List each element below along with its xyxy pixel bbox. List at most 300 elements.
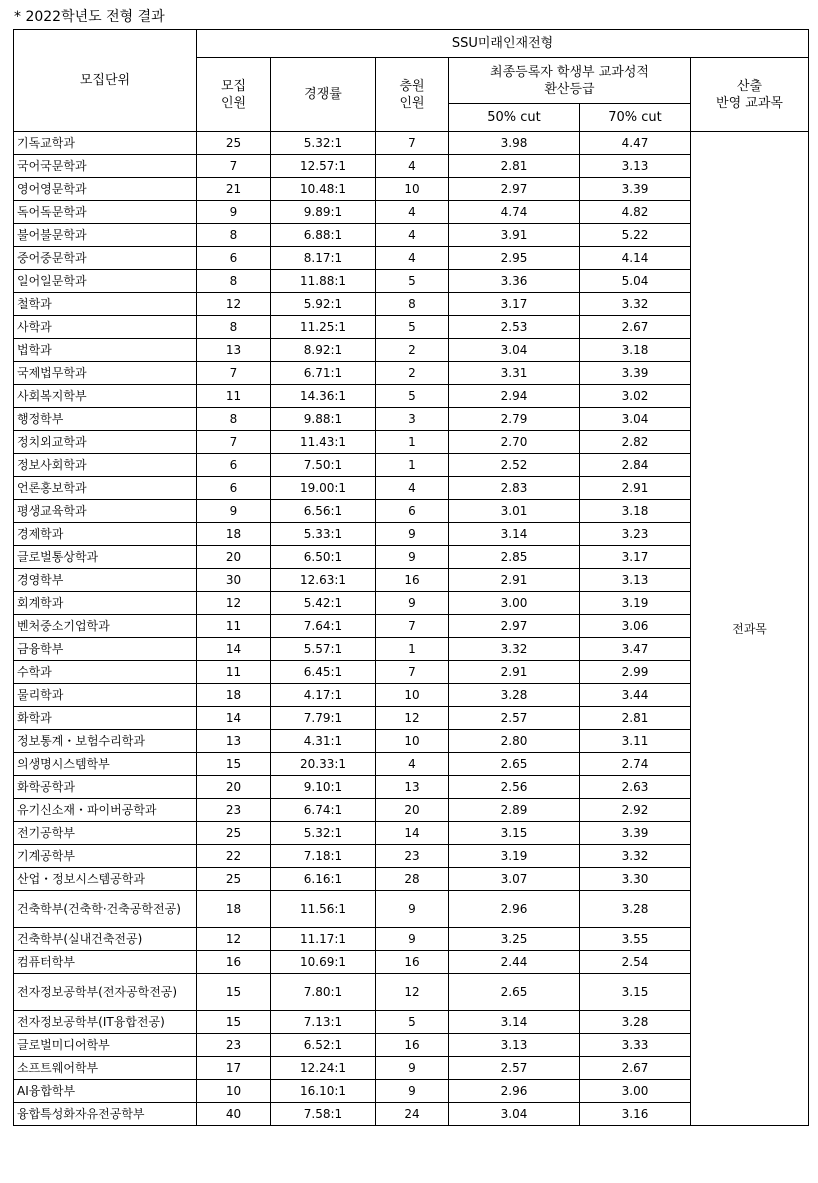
- cut50-cell: 3.31: [449, 362, 580, 385]
- table-row: [14, 1057, 809, 1080]
- quota-cell: 12: [197, 293, 271, 316]
- ratio-cell: 8.92:1: [271, 339, 376, 362]
- cut50-cell: 3.15: [449, 822, 580, 845]
- cut70-cell: 3.23: [580, 523, 691, 546]
- ratio-cell: 19.00:1: [271, 477, 376, 500]
- cut70-cell: 3.11: [580, 730, 691, 753]
- ratio-cell: 11.17:1: [271, 928, 376, 951]
- subjects-cell: 전과목: [691, 132, 809, 1126]
- quota-cell: 23: [197, 799, 271, 822]
- cut70-cell: 2.74: [580, 753, 691, 776]
- quota-cell: 22: [197, 845, 271, 868]
- table-row: [14, 316, 809, 339]
- ratio-cell: 12.57:1: [271, 155, 376, 178]
- quota-cell: 9: [197, 201, 271, 224]
- table-row: [14, 385, 809, 408]
- cut70-cell: 3.16: [580, 1103, 691, 1126]
- cut50-cell: 2.89: [449, 799, 580, 822]
- quota-cell: 16: [197, 951, 271, 974]
- quota-cell: 18: [197, 891, 271, 928]
- cut50-cell: 3.17: [449, 293, 580, 316]
- cut70-cell: 3.13: [580, 155, 691, 178]
- unit-cell: 전자정보공학부(IT융합전공): [14, 1011, 197, 1034]
- quota-cell: 7: [197, 155, 271, 178]
- cut50-cell: 3.04: [449, 339, 580, 362]
- ratio-cell: 5.33:1: [271, 523, 376, 546]
- table-row: [14, 661, 809, 684]
- ratio-cell: 7.58:1: [271, 1103, 376, 1126]
- table-row: [14, 339, 809, 362]
- unit-cell: 수학과: [14, 661, 197, 684]
- cut50-cell: 3.00: [449, 592, 580, 615]
- unit-cell: 기계공학부: [14, 845, 197, 868]
- filled-cell: 6: [376, 500, 449, 523]
- unit-cell: 전자정보공학부(전자공학전공): [14, 974, 197, 1011]
- table-row: [14, 845, 809, 868]
- unit-cell: 소프트웨어학부: [14, 1057, 197, 1080]
- cut50-cell: 3.14: [449, 1011, 580, 1034]
- unit-cell: 정보사회학과: [14, 454, 197, 477]
- ratio-cell: 6.45:1: [271, 661, 376, 684]
- cut50-cell: 2.85: [449, 546, 580, 569]
- header-unit: 모집단위: [14, 30, 197, 132]
- unit-cell: 융합특성화자유전공학부: [14, 1103, 197, 1126]
- filled-cell: 5: [376, 316, 449, 339]
- header-program: SSU미래인재전형: [197, 30, 809, 58]
- quota-cell: 8: [197, 316, 271, 339]
- cut50-cell: 2.57: [449, 1057, 580, 1080]
- cut70-cell: 4.47: [580, 132, 691, 155]
- unit-cell: 불어불문학과: [14, 224, 197, 247]
- unit-cell: 행정학부: [14, 408, 197, 431]
- quota-cell: 11: [197, 385, 271, 408]
- cut50-cell: 2.44: [449, 951, 580, 974]
- filled-cell: 28: [376, 868, 449, 891]
- table-caption: * 2022학년도 전형 결과: [14, 9, 165, 25]
- filled-cell: 9: [376, 592, 449, 615]
- ratio-cell: 5.57:1: [271, 638, 376, 661]
- header-quota: [197, 58, 271, 132]
- unit-cell: 화학공학과: [14, 776, 197, 799]
- cut70-cell: 3.18: [580, 500, 691, 523]
- filled-cell: 7: [376, 661, 449, 684]
- table-body: [14, 132, 809, 1126]
- table-row: [14, 293, 809, 316]
- ratio-cell: 9.89:1: [271, 201, 376, 224]
- quota-cell: 20: [197, 776, 271, 799]
- ratio-cell: 11.56:1: [271, 891, 376, 928]
- quota-cell: 12: [197, 592, 271, 615]
- unit-cell: 회계학과: [14, 592, 197, 615]
- cut50-cell: 2.94: [449, 385, 580, 408]
- filled-cell: 14: [376, 822, 449, 845]
- table-row: [14, 638, 809, 661]
- cut50-cell: 2.83: [449, 477, 580, 500]
- cut50-cell: 3.07: [449, 868, 580, 891]
- filled-cell: 7: [376, 615, 449, 638]
- unit-cell: 유기신소재・파이버공학과: [14, 799, 197, 822]
- filled-cell: 4: [376, 155, 449, 178]
- cut70-cell: 3.18: [580, 339, 691, 362]
- cut70-cell: 3.06: [580, 615, 691, 638]
- ratio-cell: 7.80:1: [271, 974, 376, 1011]
- unit-cell: 건축학부(건축학·건축공학전공): [14, 891, 197, 928]
- filled-cell: 12: [376, 707, 449, 730]
- table-row: [14, 431, 809, 454]
- filled-cell: 10: [376, 178, 449, 201]
- table-row: [14, 523, 809, 546]
- table-row: [14, 454, 809, 477]
- quota-cell: 6: [197, 454, 271, 477]
- cut50-cell: 2.70: [449, 431, 580, 454]
- unit-cell: 글로벌통상학과: [14, 546, 197, 569]
- table-row: [14, 408, 809, 431]
- quota-cell: 8: [197, 270, 271, 293]
- unit-cell: 영어영문학과: [14, 178, 197, 201]
- filled-cell: 16: [376, 951, 449, 974]
- cut50-cell: 2.97: [449, 615, 580, 638]
- quota-cell: 20: [197, 546, 271, 569]
- table-row: [14, 592, 809, 615]
- cut70-cell: 3.47: [580, 638, 691, 661]
- table-row: [14, 822, 809, 845]
- quota-cell: 25: [197, 132, 271, 155]
- table-row: [14, 1103, 809, 1126]
- filled-cell: 2: [376, 362, 449, 385]
- cut50-cell: 3.36: [449, 270, 580, 293]
- ratio-cell: 7.13:1: [271, 1011, 376, 1034]
- filled-cell: 10: [376, 730, 449, 753]
- filled-cell: 4: [376, 224, 449, 247]
- unit-cell: 법학과: [14, 339, 197, 362]
- header-cut70: 70% cut: [580, 104, 691, 132]
- filled-cell: 16: [376, 1034, 449, 1057]
- table-row: [14, 799, 809, 822]
- cut70-cell: 2.54: [580, 951, 691, 974]
- cut50-cell: 2.52: [449, 454, 580, 477]
- cut50-cell: 3.04: [449, 1103, 580, 1126]
- header-subjects-text: 산출 반영 교과목: [716, 78, 783, 111]
- quota-cell: 14: [197, 638, 271, 661]
- table-row: [14, 224, 809, 247]
- filled-cell: 9: [376, 1080, 449, 1103]
- cut70-cell: 3.28: [580, 891, 691, 928]
- cut50-cell: 2.80: [449, 730, 580, 753]
- cut70-cell: 3.44: [580, 684, 691, 707]
- table-row: [14, 178, 809, 201]
- ratio-cell: 6.16:1: [271, 868, 376, 891]
- ratio-cell: 5.42:1: [271, 592, 376, 615]
- filled-cell: 13: [376, 776, 449, 799]
- cut50-cell: 2.65: [449, 974, 580, 1011]
- ratio-cell: 6.50:1: [271, 546, 376, 569]
- quota-cell: 7: [197, 431, 271, 454]
- filled-cell: 1: [376, 454, 449, 477]
- table-row: [14, 1080, 809, 1103]
- filled-cell: 4: [376, 247, 449, 270]
- filled-cell: 4: [376, 477, 449, 500]
- cut70-cell: 2.82: [580, 431, 691, 454]
- cut50-cell: 4.74: [449, 201, 580, 224]
- table-row: [14, 500, 809, 523]
- quota-cell: 11: [197, 615, 271, 638]
- unit-cell: 의생명시스템학부: [14, 753, 197, 776]
- filled-cell: 8: [376, 293, 449, 316]
- cut70-cell: 3.32: [580, 845, 691, 868]
- quota-cell: 30: [197, 569, 271, 592]
- ratio-cell: 9.88:1: [271, 408, 376, 431]
- unit-cell: 기독교학과: [14, 132, 197, 155]
- ratio-cell: 5.32:1: [271, 822, 376, 845]
- cut70-cell: 4.14: [580, 247, 691, 270]
- quota-cell: 6: [197, 477, 271, 500]
- cut70-cell: 3.55: [580, 928, 691, 951]
- cut50-cell: 3.28: [449, 684, 580, 707]
- cut50-cell: 2.96: [449, 1080, 580, 1103]
- cut70-cell: 2.84: [580, 454, 691, 477]
- unit-cell: 물리학과: [14, 684, 197, 707]
- filled-cell: 16: [376, 569, 449, 592]
- table-row: [14, 201, 809, 224]
- table-row: [14, 155, 809, 178]
- unit-cell: 언론홍보학과: [14, 477, 197, 500]
- cut70-cell: 2.81: [580, 707, 691, 730]
- header-cut50: 50% cut: [449, 104, 580, 132]
- unit-cell: 전기공학부: [14, 822, 197, 845]
- filled-cell: 5: [376, 270, 449, 293]
- header-filled-text: 충원 인원: [399, 78, 425, 111]
- table-row: [14, 707, 809, 730]
- ratio-cell: 6.56:1: [271, 500, 376, 523]
- quota-cell: 9: [197, 500, 271, 523]
- quota-cell: 17: [197, 1057, 271, 1080]
- filled-cell: 5: [376, 1011, 449, 1034]
- ratio-cell: 5.92:1: [271, 293, 376, 316]
- filled-cell: 10: [376, 684, 449, 707]
- ratio-cell: 6.88:1: [271, 224, 376, 247]
- ratio-cell: 14.36:1: [271, 385, 376, 408]
- ratio-cell: 7.79:1: [271, 707, 376, 730]
- quota-cell: 12: [197, 928, 271, 951]
- unit-cell: 국어국문학과: [14, 155, 197, 178]
- table-row: [14, 569, 809, 592]
- unit-cell: 독어독문학과: [14, 201, 197, 224]
- quota-cell: 6: [197, 247, 271, 270]
- filled-cell: 23: [376, 845, 449, 868]
- cut70-cell: 3.13: [580, 569, 691, 592]
- ratio-cell: 4.31:1: [271, 730, 376, 753]
- table-row: [14, 1034, 809, 1057]
- filled-cell: 4: [376, 201, 449, 224]
- table-row: [14, 270, 809, 293]
- ratio-cell: 4.17:1: [271, 684, 376, 707]
- unit-cell: 경제학과: [14, 523, 197, 546]
- quota-cell: 13: [197, 339, 271, 362]
- quota-cell: 14: [197, 707, 271, 730]
- unit-cell: AI융합학부: [14, 1080, 197, 1103]
- ratio-cell: 20.33:1: [271, 753, 376, 776]
- ratio-cell: 11.43:1: [271, 431, 376, 454]
- ratio-cell: 10.69:1: [271, 951, 376, 974]
- quota-cell: 25: [197, 868, 271, 891]
- cut70-cell: 2.67: [580, 1057, 691, 1080]
- cut50-cell: 3.32: [449, 638, 580, 661]
- header-grade-group: [449, 58, 691, 104]
- cut70-cell: 3.30: [580, 868, 691, 891]
- cut50-cell: 2.57: [449, 707, 580, 730]
- header-grade-group-text: 최종등록자 학생부 교과성적 환산등급: [490, 64, 649, 97]
- filled-cell: 1: [376, 638, 449, 661]
- header-subjects: [691, 58, 809, 132]
- cut70-cell: 2.67: [580, 316, 691, 339]
- table-row: [14, 546, 809, 569]
- quota-cell: 40: [197, 1103, 271, 1126]
- header-quota-text: 모집 인원: [220, 78, 247, 111]
- unit-cell: 국제법무학과: [14, 362, 197, 385]
- ratio-cell: 8.17:1: [271, 247, 376, 270]
- unit-cell: 경영학부: [14, 569, 197, 592]
- cut70-cell: 2.63: [580, 776, 691, 799]
- ratio-cell: 10.48:1: [271, 178, 376, 201]
- cut50-cell: 2.91: [449, 661, 580, 684]
- unit-cell: 화학과: [14, 707, 197, 730]
- cut50-cell: 3.91: [449, 224, 580, 247]
- cut70-cell: 3.02: [580, 385, 691, 408]
- table-row: [14, 362, 809, 385]
- filled-cell: 5: [376, 385, 449, 408]
- table-row: [14, 753, 809, 776]
- filled-cell: 3: [376, 408, 449, 431]
- cut70-cell: 3.39: [580, 822, 691, 845]
- cut70-cell: 3.33: [580, 1034, 691, 1057]
- quota-cell: 8: [197, 408, 271, 431]
- unit-cell: 사학과: [14, 316, 197, 339]
- unit-cell: 컴퓨터학부: [14, 951, 197, 974]
- cut70-cell: 2.92: [580, 799, 691, 822]
- filled-cell: 7: [376, 132, 449, 155]
- ratio-cell: 7.50:1: [271, 454, 376, 477]
- ratio-cell: 12.63:1: [271, 569, 376, 592]
- quota-cell: 8: [197, 224, 271, 247]
- cut50-cell: 2.56: [449, 776, 580, 799]
- filled-cell: 4: [376, 753, 449, 776]
- ratio-cell: 11.88:1: [271, 270, 376, 293]
- table-row: [14, 1011, 809, 1034]
- filled-cell: 20: [376, 799, 449, 822]
- unit-cell: 평생교육학과: [14, 500, 197, 523]
- cut70-cell: 3.19: [580, 592, 691, 615]
- cut70-cell: 2.99: [580, 661, 691, 684]
- unit-cell: 글로벌미디어학부: [14, 1034, 197, 1057]
- cut70-cell: 3.39: [580, 362, 691, 385]
- unit-cell: 중어중문학과: [14, 247, 197, 270]
- header-filled: [376, 58, 449, 132]
- cut70-cell: 5.04: [580, 270, 691, 293]
- cut50-cell: 3.25: [449, 928, 580, 951]
- unit-cell: 금융학부: [14, 638, 197, 661]
- ratio-cell: 7.64:1: [271, 615, 376, 638]
- cut70-cell: 5.22: [580, 224, 691, 247]
- quota-cell: 7: [197, 362, 271, 385]
- filled-cell: 9: [376, 1057, 449, 1080]
- cut50-cell: 3.14: [449, 523, 580, 546]
- table-row: [14, 974, 809, 1011]
- cut50-cell: 2.96: [449, 891, 580, 928]
- table-row: [14, 477, 809, 500]
- table-row: [14, 891, 809, 928]
- ratio-cell: 12.24:1: [271, 1057, 376, 1080]
- unit-cell: 철학과: [14, 293, 197, 316]
- cut50-cell: 2.81: [449, 155, 580, 178]
- table-row: [14, 132, 809, 155]
- quota-cell: 23: [197, 1034, 271, 1057]
- unit-cell: 일어일문학과: [14, 270, 197, 293]
- cut50-cell: 3.19: [449, 845, 580, 868]
- ratio-cell: 16.10:1: [271, 1080, 376, 1103]
- cut50-cell: 3.98: [449, 132, 580, 155]
- quota-cell: 25: [197, 822, 271, 845]
- cut50-cell: 2.53: [449, 316, 580, 339]
- table-row: [14, 951, 809, 974]
- cut50-cell: 2.97: [449, 178, 580, 201]
- cut70-cell: 3.17: [580, 546, 691, 569]
- quota-cell: 10: [197, 1080, 271, 1103]
- quota-cell: 15: [197, 753, 271, 776]
- cut70-cell: 3.28: [580, 1011, 691, 1034]
- cut70-cell: 2.91: [580, 477, 691, 500]
- admission-results-table: [13, 29, 809, 1126]
- table-row: [14, 247, 809, 270]
- filled-cell: 9: [376, 523, 449, 546]
- quota-cell: 13: [197, 730, 271, 753]
- table-row: [14, 615, 809, 638]
- cut50-cell: 2.95: [449, 247, 580, 270]
- cut70-cell: 3.00: [580, 1080, 691, 1103]
- unit-cell: 사회복지학부: [14, 385, 197, 408]
- filled-cell: 1: [376, 431, 449, 454]
- table-row: [14, 928, 809, 951]
- table-header: [14, 30, 809, 132]
- cut50-cell: 2.65: [449, 753, 580, 776]
- cut70-cell: 4.82: [580, 201, 691, 224]
- filled-cell: 9: [376, 928, 449, 951]
- cut70-cell: 3.39: [580, 178, 691, 201]
- ratio-cell: 6.71:1: [271, 362, 376, 385]
- table-row: [14, 684, 809, 707]
- cut50-cell: 3.13: [449, 1034, 580, 1057]
- quota-cell: 11: [197, 661, 271, 684]
- unit-cell: 건축학부(실내건축전공): [14, 928, 197, 951]
- ratio-cell: 9.10:1: [271, 776, 376, 799]
- table-row: [14, 776, 809, 799]
- filled-cell: 24: [376, 1103, 449, 1126]
- header-ratio: 경쟁률: [271, 58, 376, 132]
- unit-cell: 정치외교학과: [14, 431, 197, 454]
- ratio-cell: 6.52:1: [271, 1034, 376, 1057]
- ratio-cell: 6.74:1: [271, 799, 376, 822]
- quota-cell: 18: [197, 684, 271, 707]
- filled-cell: 12: [376, 974, 449, 1011]
- cut70-cell: 3.04: [580, 408, 691, 431]
- filled-cell: 2: [376, 339, 449, 362]
- ratio-cell: 5.32:1: [271, 132, 376, 155]
- filled-cell: 9: [376, 546, 449, 569]
- table-row: [14, 730, 809, 753]
- cut50-cell: 2.91: [449, 569, 580, 592]
- cut70-cell: 3.32: [580, 293, 691, 316]
- cut70-cell: 3.15: [580, 974, 691, 1011]
- filled-cell: 9: [376, 891, 449, 928]
